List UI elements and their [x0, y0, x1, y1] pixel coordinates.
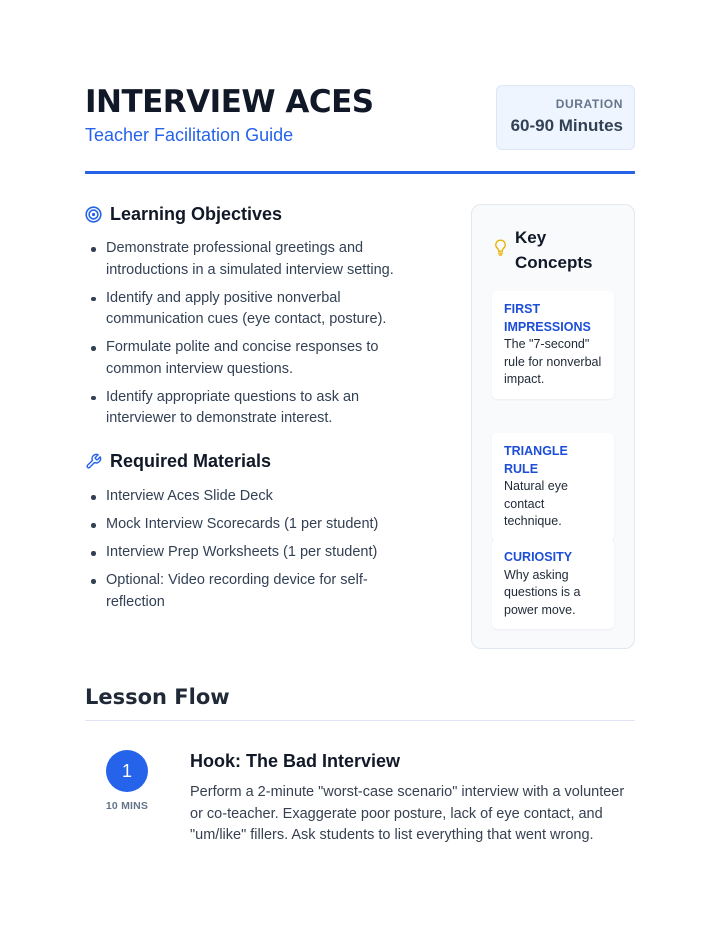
concept-text: Why asking questions is a power move.: [504, 567, 581, 617]
list-item: Interview Aces Slide Deck: [85, 486, 420, 508]
duration-value: 60-90 Minutes: [510, 116, 623, 135]
step-description: Perform a 2-minute "worst-case scenario" interview with a volunteer or co-teacher. Exaggerate poor posture, lack of eye contact, and "um/like" fillers. Ask students to list everything that went wrong.: [190, 784, 625, 843]
list-item: Mock Interview Scorecards (1 per student): [85, 514, 420, 536]
concept-card-first-impressions: [492, 291, 614, 399]
key-concepts-title: Key Concepts: [515, 228, 593, 272]
concept-title: CURIOSITY: [504, 550, 573, 564]
list-item: Formulate polite and concise responses to common interview questions.: [85, 337, 420, 380]
concept-text: The "7-second" rule for nonverbal impact.: [504, 337, 602, 386]
objectives-title: Learning Objectives: [110, 204, 283, 224]
lesson-flow-divider: [85, 720, 635, 721]
facilitation-guide-page: [85, 0, 635, 932]
duration-box: [496, 85, 635, 150]
page-subtitle: Teacher Facilitation Guide: [85, 125, 294, 145]
target-icon: [85, 206, 102, 223]
page-title: INTERVIEW ACES: [85, 84, 374, 120]
key-concepts-heading: [494, 225, 605, 275]
duration-label: DURATION: [555, 97, 623, 111]
list-item: Interview Prep Worksheets (1 per student): [85, 542, 420, 564]
list-item: Optional: Video recording device for self-reflection: [85, 570, 420, 613]
materials-list: [85, 486, 420, 620]
objectives-heading: [85, 204, 282, 225]
materials-heading: [85, 451, 271, 472]
list-item: Identify and apply positive nonverbal communication cues (eye contact, posture).: [85, 288, 420, 331]
header-divider: [85, 171, 635, 174]
lesson-flow-title: Lesson Flow: [85, 685, 230, 709]
concept-card-triangle-rule: [492, 433, 614, 541]
wrench-icon: [85, 453, 102, 470]
objectives-list: [85, 238, 420, 436]
list-item: Identify appropriate questions to ask an interviewer to demonstrate interest.: [85, 387, 420, 430]
step-duration: 10 MINS: [105, 800, 149, 812]
concept-text: Natural eye contact technique.: [504, 479, 568, 528]
materials-title: Required Materials: [110, 451, 272, 471]
concept-card-curiosity: [492, 539, 614, 629]
key-concepts-panel: [471, 204, 635, 649]
lightbulb-icon: [494, 239, 507, 261]
concept-title: FIRST IMPRESSIONS: [504, 302, 591, 334]
list-item: Demonstrate professional greetings and introductions in a simulated interview setting.: [85, 238, 420, 281]
step-title: Hook: The Bad Interview: [190, 751, 401, 771]
concept-title: TRIANGLE RULE: [504, 444, 568, 476]
step-number-badge: 1: [106, 750, 148, 792]
